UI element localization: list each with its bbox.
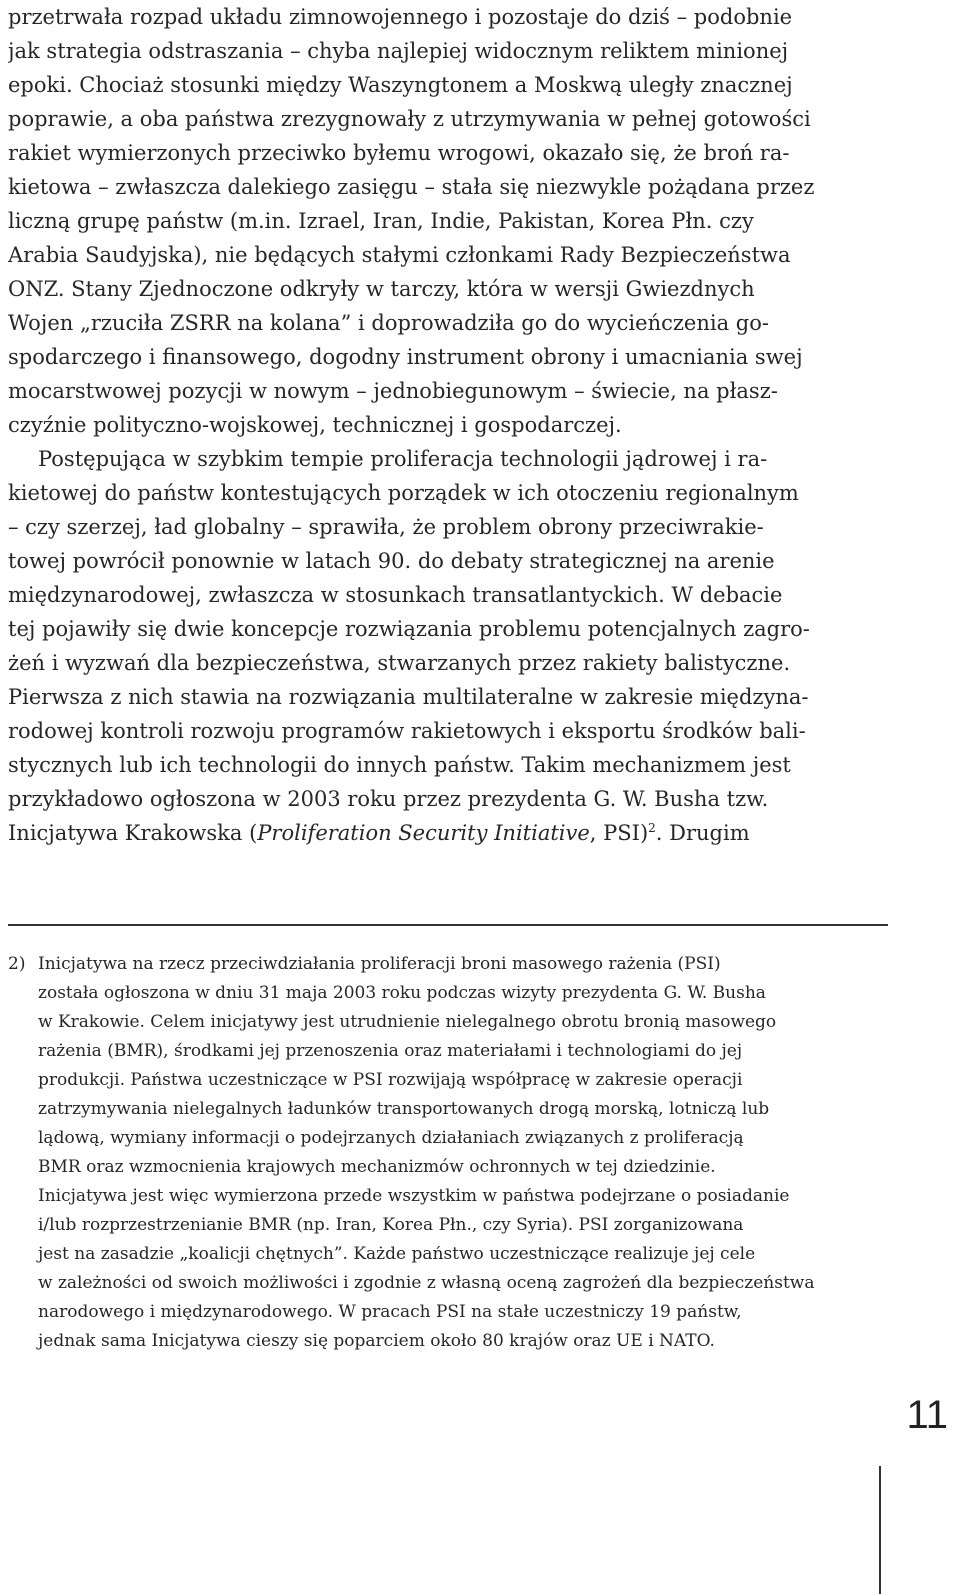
text-line: towej powrócił ponownie w latach 90. do debaty strategicznej na arenie	[8, 549, 775, 573]
footnote-line: produkcji. Państwa uczestniczące w PSI rozwijają współpracę w zakresie operacji	[38, 1070, 743, 1090]
footnote-line: jednak sama Inicjatywa cieszy się poparciem około 80 krajów oraz UE i NATO.	[38, 1331, 715, 1351]
text-line: epoki. Chociaż stosunki między Waszyngtonem a Moskwą uległy znacznej	[8, 73, 793, 97]
text-segment: , PSI)	[589, 821, 649, 845]
footnote-line: jest na zasadzie „koalicji chętnych”. Każde państwo uczestniczące realizuje jej cele	[38, 1244, 756, 1264]
page-number: 11	[906, 1393, 948, 1437]
text-line: kietowa – zwłaszcza dalekiego zasięgu – stała się niezwykle pożądana przez	[8, 175, 815, 199]
footnote-line: rażenia (BMR), środkami jej przenoszenia oraz materiałami i technologiami do jej	[38, 1041, 743, 1061]
text-line: Wojen „rzuciła ZSRR na kolana” i doprowadziła go do wycieńczenia go-	[8, 311, 769, 335]
footnote-line: BMR oraz wzmocnienia krajowych mechanizmów ochronnych w tej dziedzinie.	[38, 1157, 716, 1177]
footnote-line: narodowego i międzynarodowego. W pracach PSI na stałe uczestniczy 19 państw,	[38, 1302, 742, 1322]
text-line: tej pojawiły się dwie koncepcje rozwiązania problemu potencjalnych zagro-	[8, 617, 810, 641]
text-line: przykładowo ogłoszona w 2003 roku przez prezydenta G. W. Busha tzw.	[8, 787, 769, 811]
footnote-line: Inicjatywa jest więc wymierzona przede wszystkim w państwa podejrzane o posiadanie	[38, 1186, 790, 1206]
footnote-number: 2)	[8, 954, 26, 974]
text-line: liczną grupę państw (m.in. Izrael, Iran, Indie, Pakistan, Korea Płn. czy	[8, 209, 754, 233]
text-line: kietowej do państw kontestujących porządek w ich otoczeniu regionalnym	[8, 481, 799, 505]
text-line: Pierwsza z nich stawia na rozwiązania multilateralne w zakresie międzyna-	[8, 685, 809, 709]
text-line: ONZ. Stany Zjednoczone odkryły w tarczy, która w wersji Gwiezdnych	[8, 277, 755, 301]
text-segment: Inicjatywa Krakowska (	[8, 821, 258, 845]
text-segment: . Drugim	[655, 821, 750, 845]
text-line-last	[8, 816, 888, 850]
text-line: jak strategia odstraszania – chyba najlepiej widocznym reliktem minionej	[8, 39, 789, 63]
page-number-rule	[879, 1466, 881, 1594]
text-line: rodowej kontroli rozwoju programów rakietowych i eksportu środków bali-	[8, 719, 806, 743]
footnote-text: Inicjatywa na rzecz przeciwdziałania proliferacji broni masowego rażenia (PSI)	[38, 954, 721, 974]
text-line: przetrwała rozpad układu zimnowojennego i pozostaje do dziś – podobnie	[8, 5, 793, 29]
footnote-line: lądową, wymiany informacji o podejrzanych działaniach związanych z proliferacją	[38, 1128, 744, 1148]
footnote-divider	[8, 924, 888, 926]
text-line: międzynarodowej, zwłaszcza w stosunkach transatlantyckich. W debacie	[8, 583, 783, 607]
text-line: – czy szerzej, ład globalny – sprawiła, że problem obrony przeciwrakie-	[8, 515, 764, 539]
text-line: czyźnie polityczno-wojskowej, technicznej i gospodarczej.	[8, 413, 622, 437]
text-line: spodarczego i finansowego, dogodny instrument obrony i umacniania swej	[8, 345, 803, 369]
text-line: mocarstwowej pozycji w nowym – jednobiegunowym – świecie, na płasz-	[8, 379, 778, 403]
footnote-line: w zależności od swoich możliwości i zgodnie z własną oceną zagrożeń dla bezpieczeństwa	[38, 1273, 815, 1293]
footnote-line: została ogłoszona w dniu 31 maja 2003 roku podczas wizyty prezydenta G. W. Busha	[38, 983, 766, 1003]
footnote-reference[interactable]: 2	[648, 821, 656, 835]
footnote-line: zatrzymywania nielegalnych ładunków transportowanych drogą morską, lotniczą lub	[38, 1099, 770, 1119]
italic-term: Proliferation Security Initiative	[257, 821, 590, 845]
text-line: stycznych lub ich technologii do innych państw. Takim mechanizmem jest	[8, 753, 791, 777]
paragraph-first-line: Postępująca w szybkim tempie proliferacja technologii jądrowej i ra-	[38, 447, 768, 471]
footnote-line	[8, 950, 888, 979]
footnote-line: i/lub rozprzestrzenianie BMR (np. Iran, Korea Płn., czy Syria). PSI zorganizowana	[38, 1215, 744, 1235]
footnote	[8, 950, 888, 1356]
text-line: Arabia Saudyjska), nie będących stałymi członkami Rady Bezpieczeństwa	[8, 243, 791, 267]
text-line: żeń i wyzwań dla bezpieczeństwa, stwarzanych przez rakiety balistyczne.	[8, 651, 791, 675]
text-line: poprawie, a oba państwa zrezygnowały z utrzymywania w pełnej gotowości	[8, 107, 811, 131]
main-text-body	[8, 0, 888, 850]
text-line: rakiet wymierzonych przeciwko byłemu wrogowi, okazało się, że broń ra-	[8, 141, 790, 165]
footnote-line: w Krakowie. Celem inicjatywy jest utrudnienie nielegalnego obrotu bronią masowego	[38, 1012, 777, 1032]
